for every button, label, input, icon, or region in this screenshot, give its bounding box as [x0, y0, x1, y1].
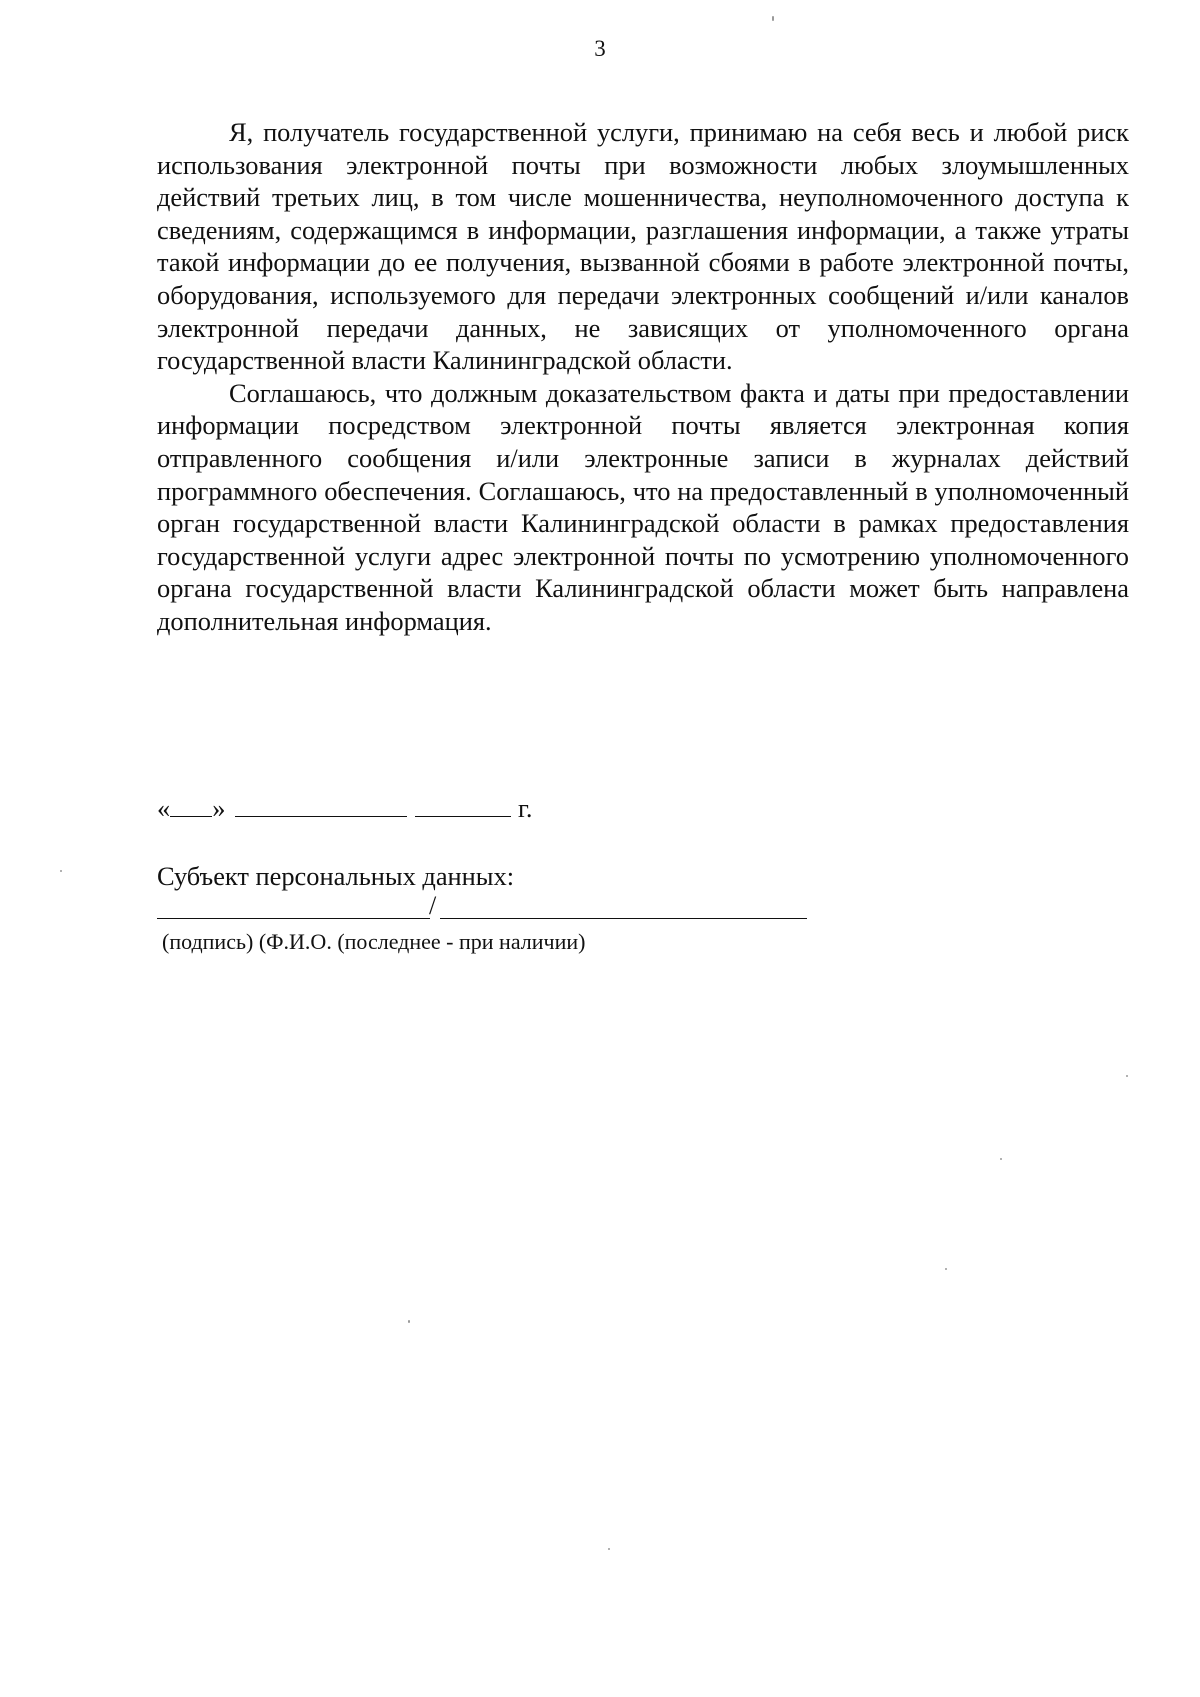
year-suffix: г. [518, 793, 533, 823]
consent-text [157, 116, 1129, 638]
date-line [157, 792, 532, 824]
day-blank[interactable] [170, 794, 212, 817]
scan-speck [60, 870, 62, 872]
scan-speck [945, 1268, 947, 1270]
full-name-blank[interactable] [440, 918, 807, 919]
signature-separator: / [429, 891, 437, 920]
year-blank[interactable] [415, 794, 511, 817]
signature-caption: (подпись) (Ф.И.О. (последнее - при наличии) [162, 929, 586, 954]
scan-speck [1000, 1158, 1002, 1160]
date-close-quote: » [212, 793, 226, 823]
scan-speck [608, 1548, 610, 1550]
page-number: 3 [594, 36, 606, 61]
date-open-quote: « [157, 793, 171, 823]
scan-speck [772, 16, 774, 21]
scan-speck [408, 1320, 410, 1323]
scan-speck [1126, 1075, 1128, 1077]
subject-label: Субъект персональных данных: [157, 861, 515, 891]
signature-row [157, 893, 807, 923]
paragraph-agreement: Соглашаюсь, что должным доказательством факта и даты при предоставлении информации посредством электронной почты является электронная копия отправленного сообщения и/или электронные записи в журналах действий программного обеспечения. Соглашаюсь, что на предоставленный в уполномоченный орган государственной власти Калининградской области в рамках предоставления государственной услуги адрес электронной почты по усмотрению уполномоченного органа государственной власти Калининградской области может быть направлена дополнительная информация. [157, 377, 1129, 636]
month-blank[interactable] [235, 794, 407, 817]
signature-blank[interactable] [157, 918, 430, 919]
paragraph-risk-acceptance: Я, получатель государственной услуги, принимаю на себя весь и любой риск использования электронной почты при возможности любых злоумышленных действий третьих лиц, в том числе мошенничества, неуполномоченного доступа к сведениям, содержащимся в информации, разглашения информации, а также утраты такой информации до ее получения, вызванной сбоями в работе электронной почты, оборудования, используемого для передачи электронных сообщений и/или каналов электронной передачи данных, не зависящих от уполномоченного органа государственной власти Калининградской области. [157, 117, 1129, 376]
